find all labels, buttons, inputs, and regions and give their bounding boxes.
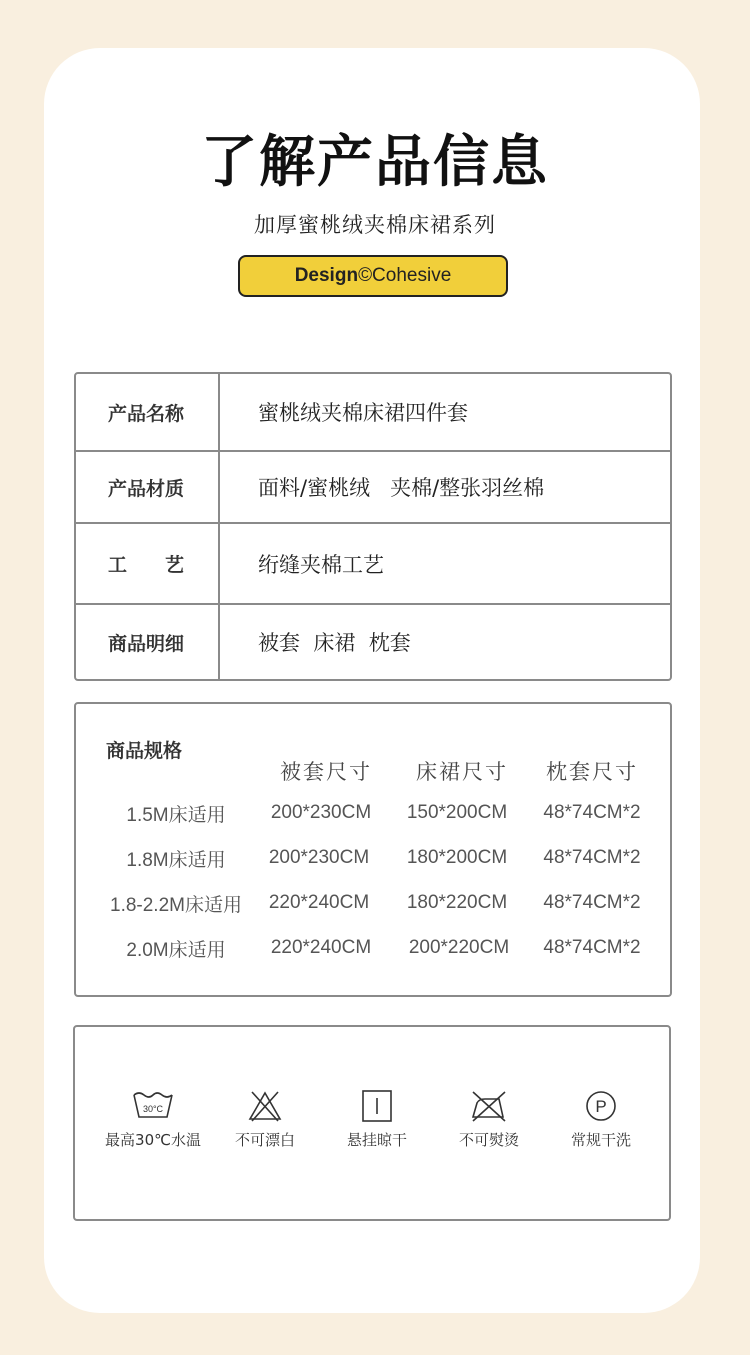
spec-cell: 200*230CM (268, 847, 370, 868)
info-row-name (76, 374, 670, 452)
care-item-dryclean (541, 1089, 661, 1150)
info-value: 被套 床裙 枕套 (258, 631, 411, 655)
spec-row-size: 1.5M床适用 (126, 805, 226, 826)
product-info-table (74, 372, 672, 681)
info-row-material (76, 452, 670, 524)
spec-col-pillowcase: 枕套尺寸 (546, 760, 638, 784)
info-value: 蜜桃绒夹棉床裙四件套 (258, 401, 468, 425)
no-bleach-icon (245, 1089, 285, 1123)
spec-cell: 48*74CM*2 (543, 847, 641, 868)
care-item-wash (93, 1089, 213, 1150)
spec-cell: 48*74CM*2 (543, 802, 641, 823)
page-title: 了解产品信息 (201, 130, 549, 195)
spec-cell: 220*240CM (270, 937, 372, 958)
care-item-bleach (205, 1089, 325, 1150)
spec-cell: 200*220CM (408, 937, 510, 958)
spec-table (74, 702, 672, 997)
info-label: 商品明细 (108, 632, 185, 655)
spec-cell: 150*200CM (406, 802, 508, 823)
line-dry-icon (359, 1089, 395, 1123)
wash-temp-text: 30°C (142, 1104, 164, 1114)
care-item-iron (429, 1089, 549, 1150)
spec-col-duvet: 被套尺寸 (280, 760, 372, 784)
spec-cell: 200*230CM (270, 802, 372, 823)
spec-col-bedskirt: 床裙尺寸 (416, 760, 508, 784)
spec-cell: 48*74CM*2 (543, 892, 641, 913)
brand-badge (238, 255, 508, 297)
info-value: 面料/蜜桃绒 夹棉/整张羽丝棉 (258, 476, 545, 500)
spec-cell: 180*220CM (406, 892, 508, 913)
no-iron-icon (467, 1089, 511, 1123)
care-instructions (73, 1025, 671, 1221)
dry-clean-icon (583, 1089, 619, 1123)
spec-cell: 220*240CM (268, 892, 370, 913)
care-label: 不可熨烫 (458, 1131, 519, 1149)
spec-heading: 商品规格 (106, 740, 183, 762)
spec-row-size: 1.8-2.2M床适用 (110, 895, 242, 916)
care-label: 不可漂白 (234, 1131, 295, 1149)
info-row-craft (76, 524, 670, 605)
page-subtitle: 加厚蜜桃绒夹棉床裙系列 (254, 213, 496, 237)
care-item-dry (317, 1089, 437, 1150)
wash-30-icon (131, 1089, 175, 1123)
dry-clean-letter: P (595, 1097, 607, 1116)
brand-bold-text: Design (294, 265, 359, 286)
info-row-contents (76, 605, 670, 679)
spec-row-size: 2.0M床适用 (126, 940, 226, 961)
spec-cell: 180*200CM (406, 847, 508, 868)
care-label: 常规干洗 (570, 1131, 631, 1149)
info-label: 产品材质 (108, 477, 185, 500)
brand-rest-text: ©Cohesive (358, 265, 452, 286)
info-label: 工艺 (108, 554, 223, 576)
care-label: 最高30℃水温 (105, 1131, 201, 1149)
info-value: 绗缝夹棉工艺 (258, 552, 384, 577)
care-label: 悬挂晾干 (346, 1131, 407, 1149)
info-label: 产品名称 (108, 402, 185, 425)
spec-row-size: 1.8M床适用 (126, 850, 226, 871)
spec-cell: 48*74CM*2 (543, 937, 641, 958)
